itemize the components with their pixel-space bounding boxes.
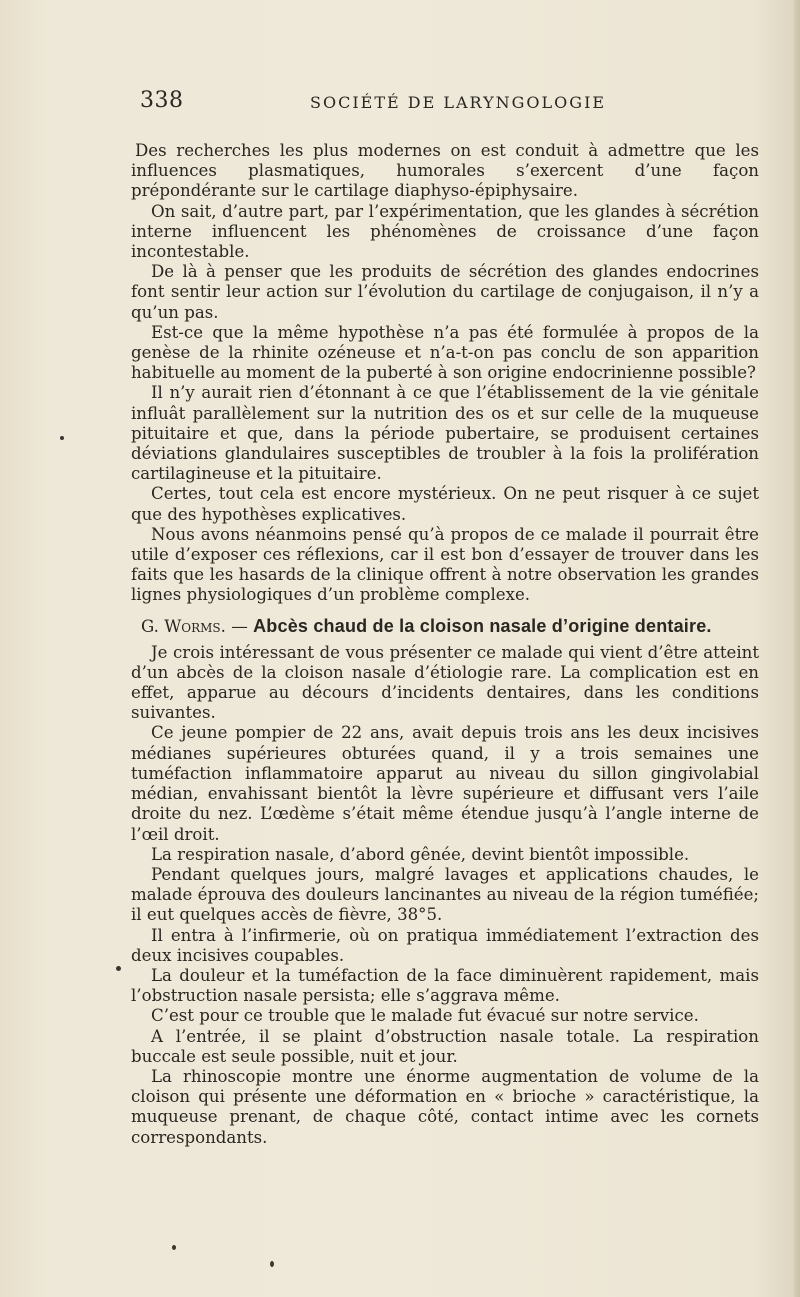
body-text — [131, 141, 759, 1148]
page-header — [140, 88, 758, 118]
paragraph: Certes, tout cela est encore mystérieux. On ne peut risquer à ce sujet que des hypothèses explicatives. — [131, 484, 759, 524]
page-number: 338 — [140, 88, 184, 113]
section-title: Abcès chaud de la cloison nasale d’origine dentaire. — [253, 615, 712, 636]
paragraph: A l’entrée, il se plaint d’obstruction nasale totale. La respiration buccale est seule possible, nuit et jour. — [131, 1026, 759, 1066]
ink-speck — [116, 966, 121, 971]
ink-speck — [270, 1261, 274, 1267]
paragraph: La douleur et la tuméfaction de la face diminuèrent rapidement, mais l’obstruction nasale persista; elle s’aggrava même. — [131, 965, 759, 1006]
ink-speck — [60, 436, 64, 440]
paragraph: Il entra à l’infirmerie, où on pratiqua immédiatement l’extraction des deux incisives coupables. — [131, 925, 759, 965]
paragraph: Il n’y aurait rien d’étonnant à ce que l’établissement de la vie génitale influât parallèlement sur la nutrition des os et sur celle de la muqueuse pituitaire et que, dans la période pubertaire, se produisent certaines déviations glandulaires susceptibles de troubler à la fois la prolifération cartilagineuse et la pituitaire. — [131, 383, 759, 484]
paragraph: Des recherches les plus modernes on est conduit à admettre que les influences plasmatiques, humorales s’exercent d’une façon prépondérante sur le cartilage diaphyso-épiphysaire. — [131, 141, 759, 201]
heading-dash: — — [231, 616, 248, 636]
paragraph: On sait, d’autre part, par l’expérimentation, que les glandes à sécrétion interne influencent les phénomènes de croissance d’une façon incontestable. — [131, 201, 759, 262]
page-edge — [794, 0, 800, 1297]
running-title: SOCIÉTÉ DE LARYNGOLOGIE — [310, 93, 607, 112]
paragraph: La respiration nasale, d’abord gênée, devint bientôt impossible. — [151, 844, 690, 864]
paragraph: De là à penser que les produits de sécrétion des glandes endocrines font sentir leur action sur l’évolution du cartilage de conjugaison, il n’y a qu’un pas. — [131, 262, 759, 322]
ink-speck — [172, 1245, 176, 1250]
paragraph: Je crois intéressant de vous présenter ce malade qui vient d’être atteint d’un abcès de la cloison nasale d’étiologie rare. La complication est en effet, apparue au décours d’incidents dentaires, dans les conditions suivantes. — [131, 642, 759, 723]
paragraph: Nous avons néanmoins pensé qu’à propos de ce malade il pourrait être utile d’exposer ces réflexions, car il est bon d’essayer de trouver dans les faits que les hasards de la clinique offrent à notre observation les grandes lignes physiologiques d’un problème complexe. — [131, 524, 759, 605]
paragraph: Pendant quelques jours, malgré lavages et applications chaudes, le malade éprouva des douleurs lancinantes au niveau de la région tuméfiée; il eut quelques accès de fièvre, 38°5. — [131, 864, 759, 925]
paragraph: Ce jeune pompier de 22 ans, avait depuis trois ans les deux incisives médianes supérieures obturées quand, il y a trois semaines une tuméfaction inflammatoire apparut au niveau du sillon gingivolabial médian, envahissant bientôt la lèvre supérieure et diffusant vers l’aile droite du nez. L’œdème s’était même étendue jusqu’à l’angle interne de l’œil droit. — [131, 723, 759, 844]
paragraph: C’est pour ce trouble que le malade fut évacué sur notre service. — [151, 1006, 699, 1026]
author-name: G. Worms. — [141, 616, 226, 636]
paragraph: Est-ce que la même hypothèse n’a pas été formulée à propos de la genèse de la rhinite ozéneuse et n’a-t-on pas conclu de son apparition habituelle au moment de la puberté à son origine endocrinienne possible? — [131, 322, 759, 383]
paragraph: La rhinoscopie montre une énorme augmentation de volume de la cloison qui présente une déformation en « brioche » caractéristique, la muqueuse prenant, de chaque côté, contact intime avec les cornets correspondants. — [131, 1066, 759, 1147]
section-heading — [131, 616, 759, 637]
